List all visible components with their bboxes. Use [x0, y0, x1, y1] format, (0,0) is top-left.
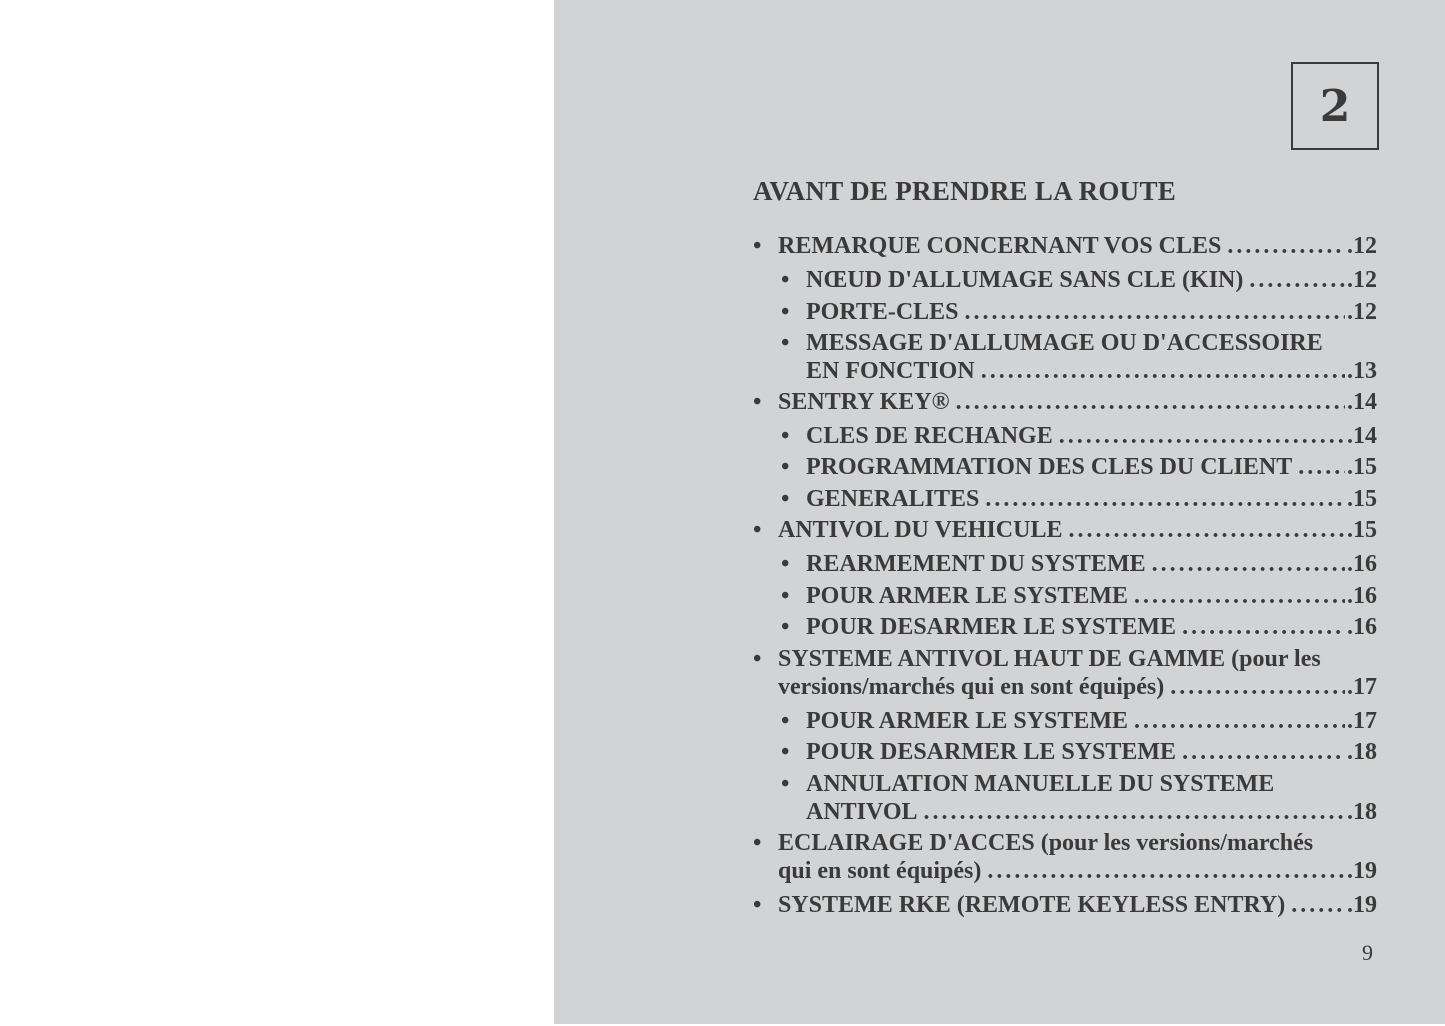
toc-entry[interactable]	[753, 516, 1377, 544]
toc-entry-title: SYSTEME RKE (REMOTE KEYLESS ENTRY)	[778, 892, 1286, 918]
toc-page-ref: .14	[1347, 389, 1377, 415]
toc-page-ref: .18	[1347, 739, 1377, 765]
leader-dots	[985, 485, 1345, 513]
toc-entry-title: POUR ARMER LE SYSTEME	[806, 708, 1129, 734]
toc-page-ref: .15	[1347, 517, 1377, 543]
toc-entry[interactable]	[753, 388, 1377, 416]
toc-entry[interactable]	[753, 891, 1377, 919]
toc-page-ref: .18	[1347, 799, 1377, 825]
toc-page-ref: .19	[1347, 892, 1377, 918]
toc-subentry[interactable]	[781, 707, 1377, 735]
toc-page-ref: .15	[1347, 454, 1377, 480]
toc-page-ref: .19	[1347, 858, 1377, 884]
leader-dots	[987, 857, 1345, 885]
toc-page-ref: .14	[1347, 423, 1377, 449]
toc-entry-title-continued: ANTIVOL	[806, 799, 918, 825]
leader-dots	[1170, 673, 1345, 701]
toc-page-ref: .15	[1347, 486, 1377, 512]
leader-dots	[1227, 232, 1345, 260]
toc-page-ref: .12	[1347, 233, 1377, 259]
bullet: •	[781, 614, 790, 640]
bullet: •	[753, 646, 762, 672]
toc-page-ref: .16	[1347, 551, 1377, 577]
toc-page-ref: .12	[1347, 267, 1377, 293]
toc-subentry[interactable]	[781, 582, 1377, 610]
toc-entry[interactable]	[753, 232, 1377, 260]
toc-entry-title: REARMEMENT DU SYSTEME	[806, 551, 1146, 577]
toc-page-ref: .17	[1347, 674, 1377, 700]
toc-entry-title: SENTRY KEY®	[778, 389, 950, 415]
toc-entry-title: PROGRAMMATION DES CLES DU CLIENT	[806, 454, 1293, 480]
toc-page-ref: .12	[1347, 299, 1377, 325]
bullet: •	[781, 454, 790, 480]
toc-entry-title: REMARQUE CONCERNANT VOS CLES	[778, 233, 1222, 259]
toc-entry-title: POUR DESARMER LE SYSTEME	[806, 739, 1177, 765]
toc-subentry[interactable]	[781, 485, 1377, 513]
bullet: •	[753, 389, 762, 415]
toc-subentry[interactable]	[781, 738, 1377, 766]
leader-dots	[981, 357, 1345, 385]
toc-subentry[interactable]	[781, 329, 1377, 385]
toc-entry-title: SYSTEME ANTIVOL HAUT DE GAMME (pour les	[778, 646, 1321, 672]
leader-dots	[1152, 550, 1345, 578]
toc-entry-title: ANTIVOL DU VEHICULE	[778, 517, 1063, 543]
toc-page-ref: .16	[1347, 583, 1377, 609]
bullet: •	[781, 771, 790, 797]
toc-entry-title: POUR ARMER LE SYSTEME	[806, 583, 1129, 609]
toc-entry-title: POUR DESARMER LE SYSTEME	[806, 614, 1177, 640]
bullet: •	[781, 330, 790, 356]
toc-entry-title: MESSAGE D'ALLUMAGE OU D'ACCESSOIRE	[806, 330, 1323, 356]
bullet: •	[753, 517, 762, 543]
page-number: 9	[1362, 940, 1373, 965]
bullet: •	[753, 233, 762, 259]
bullet: •	[781, 299, 790, 325]
bullet: •	[753, 830, 762, 856]
bullet: •	[781, 708, 790, 734]
toc-subentry[interactable]	[781, 298, 1377, 326]
leader-dots	[1134, 582, 1345, 610]
toc-entry-title: CLES DE RECHANGE	[806, 423, 1053, 449]
leader-dots	[1059, 422, 1345, 450]
toc-entry-title-continued: EN FONCTION	[806, 358, 975, 384]
toc-page-ref: .13	[1347, 358, 1377, 384]
bullet: •	[781, 486, 790, 512]
toc-entry-title: NŒUD D'ALLUMAGE SANS CLE (KIN)	[806, 267, 1244, 293]
bullet: •	[781, 551, 790, 577]
left-blank-page	[0, 0, 554, 1026]
toc-entry-title: ECLAIRAGE D'ACCES (pour les versions/marchés	[778, 830, 1314, 856]
chapter-number: 2	[1319, 80, 1351, 132]
toc-subentry[interactable]	[781, 550, 1377, 578]
leader-dots	[924, 798, 1345, 826]
leader-dots	[1249, 266, 1345, 294]
toc-entry-title-continued: qui en sont équipés)	[778, 858, 982, 884]
toc-entry-title: GENERALITES	[806, 486, 980, 512]
toc-subentry[interactable]	[781, 422, 1377, 450]
bullet: •	[781, 583, 790, 609]
leader-dots	[965, 298, 1345, 326]
leader-dots	[1182, 613, 1345, 641]
toc-subentry[interactable]	[781, 266, 1377, 294]
toc-subentry[interactable]	[781, 453, 1377, 481]
bullet: •	[781, 423, 790, 449]
toc-page-ref: .16	[1347, 614, 1377, 640]
toc-entry-title: PORTE-CLES	[806, 299, 959, 325]
bullet: •	[753, 892, 762, 918]
toc-subentry[interactable]	[781, 613, 1377, 641]
toc-subentry[interactable]	[781, 770, 1377, 826]
bullet: •	[781, 267, 790, 293]
toc-entry[interactable]	[753, 829, 1377, 885]
leader-dots	[1182, 738, 1345, 766]
section-title: AVANT DE PRENDRE LA ROUTE	[753, 176, 1177, 206]
leader-dots	[1134, 707, 1345, 735]
toc-page-ref: .17	[1347, 708, 1377, 734]
toc-entry-title-continued: versions/marchés qui en sont équipés)	[778, 674, 1165, 700]
toc-entry[interactable]	[753, 645, 1377, 701]
bullet: •	[781, 739, 790, 765]
leader-dots	[1068, 516, 1345, 544]
chapter-number-box	[1291, 62, 1379, 150]
leader-dots	[956, 388, 1345, 416]
leader-dots	[1298, 453, 1345, 481]
toc-entry-title: ANNULATION MANUELLE DU SYSTEME	[806, 771, 1275, 797]
leader-dots	[1291, 891, 1345, 919]
